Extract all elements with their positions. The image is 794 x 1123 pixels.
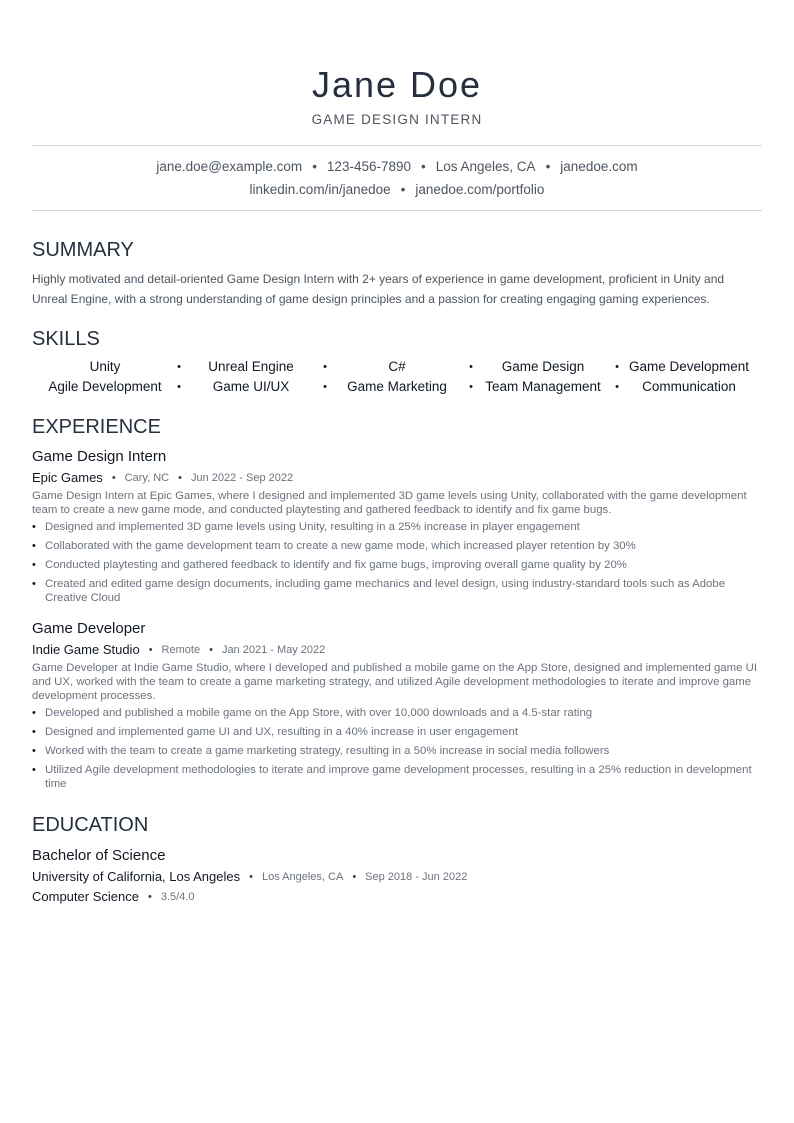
skill-item: Unity •: [32, 357, 178, 377]
skill-item: Team Management •: [470, 377, 616, 397]
meta-separator: •: [111, 472, 116, 484]
major-name: Computer Science: [32, 889, 139, 904]
meta-separator: •: [148, 644, 153, 656]
bullet-icon: •: [32, 521, 36, 533]
degree-title: Bachelor of Science: [32, 847, 166, 864]
company-name: Epic Games: [32, 470, 103, 485]
list-item: • Designed and implemented 3D game levels using Unity, resulting in a 25% increase in player engagement: [32, 521, 580, 533]
contact-line-2: [32, 178, 762, 201]
job-location: Remote: [161, 644, 201, 656]
job-bullets: [32, 706, 762, 791]
school-location: Los Angeles, CA: [261, 871, 344, 883]
bullet-icon: •: [32, 540, 36, 552]
education-dates: Sep 2018 - Jun 2022: [365, 871, 468, 883]
skill-separator-dot: •: [323, 361, 327, 373]
header-divider-bottom: [32, 210, 762, 211]
job-location: Cary, NC: [124, 472, 170, 484]
skill-item: Unreal Engine •: [178, 357, 324, 377]
contact-line-1: [32, 155, 762, 178]
job-bullets: [32, 520, 762, 605]
skill-item: Game Design •: [470, 357, 616, 377]
list-item: • Designed and implemented game UI and UX, resulting in a 40% increase in user engagement: [32, 726, 518, 738]
meta-separator: •: [147, 891, 152, 903]
list-item: • Collaborated with the game development team to create a new game mode, which increased player retention by 30%: [32, 540, 636, 552]
job-dates: Jan 2021 - May 2022: [221, 644, 326, 656]
skill-item: Game Marketing •: [324, 377, 470, 397]
education-entry: [32, 846, 762, 906]
skills-grid: [32, 357, 762, 397]
gpa-value: 3.5/4.0: [160, 891, 195, 903]
experience-entry: [32, 619, 762, 791]
candidate-name: Jane Doe: [311, 64, 483, 105]
job-meta: [32, 641, 762, 659]
list-item: • Developed and published a mobile game on the App Store, with over 10,000 downloads and a 4.5-star rating: [32, 707, 593, 719]
job-title: Game Design Intern: [32, 448, 167, 465]
skill-separator-dot: •: [615, 381, 619, 393]
job-meta: [32, 469, 762, 487]
meta-separator: •: [209, 644, 213, 656]
job-title: Game Developer: [32, 620, 146, 637]
company-name: Indie Game Studio: [32, 642, 140, 657]
list-item: • Created and edited game design documents, including game mechanics and level design, using industry-standard tools such as Adobe Creative Cloud: [32, 578, 726, 604]
contact-separator: •: [545, 159, 551, 174]
contact-separator: •: [312, 159, 317, 174]
job-dates: Jun 2022 - Sep 2022: [190, 472, 294, 484]
bullet-icon: •: [32, 726, 36, 738]
portfolio-link[interactable]: janedoe.com/portfolio: [415, 182, 545, 197]
skill-item: Game Development: [628, 359, 750, 374]
bullet-icon: •: [32, 707, 36, 719]
experience-entry: [32, 447, 762, 605]
website-link[interactable]: janedoe.com: [560, 159, 638, 174]
bullet-icon: •: [32, 745, 36, 757]
job-description: Game Design Intern at Epic Games, where I designed and implemented 3D game levels using Unity, collaborated with the game development team to create a new game mode, and conducted playtesting and gathered feedback to identify and fix game bugs.: [32, 490, 747, 516]
linkedin-link[interactable]: linkedin.com/in/janedoe: [249, 182, 391, 197]
list-item: • Conducted playtesting and gathered feedback to identify and fix game bugs, improving overall game quality by 20%: [32, 559, 627, 571]
contact-separator: •: [400, 182, 406, 197]
summary-heading: SUMMARY: [32, 239, 134, 261]
skill-separator-dot: •: [177, 381, 181, 393]
meta-separator: •: [352, 871, 357, 883]
location: Los Angeles, CA: [435, 159, 536, 174]
skill-separator-dot: •: [177, 361, 181, 373]
skill-separator-dot: •: [469, 381, 473, 393]
education-meta: [32, 868, 762, 886]
job-description: Game Developer at Indie Game Studio, where I developed and published a mobile game on the App Store, designed and implemented game UI and UX, worked with the team to create a game marketing strategy, and utilized Agile development methodologies to iterate and improve game development processes.: [32, 662, 758, 702]
skill-item: Communication: [642, 379, 736, 394]
meta-separator: •: [178, 472, 182, 484]
contact-separator: •: [421, 159, 426, 174]
skills-heading: SKILLS: [32, 328, 100, 350]
summary-text: Highly motivated and detail-oriented Game Design Intern with 2+ years of experience in game development, proficient in Unity and Unreal Engine, with a strong understanding of game design principles and a passion for creating engaging gaming experiences.: [32, 272, 725, 306]
bullet-icon: •: [32, 764, 36, 776]
phone-number[interactable]: 123-456-7890: [326, 159, 411, 174]
skill-separator-dot: •: [615, 361, 619, 373]
email-link[interactable]: jane.doe@example.com: [156, 159, 303, 174]
skill-item: Agile Development •: [32, 377, 178, 397]
school-name: University of California, Los Angeles: [32, 869, 241, 884]
list-item: • Worked with the team to create a game marketing strategy, resulting in a 50% increase in social media followers: [32, 745, 610, 757]
skill-separator-dot: •: [323, 381, 327, 393]
meta-separator: •: [249, 871, 253, 883]
bullet-icon: •: [32, 559, 36, 571]
major-meta: [32, 888, 762, 906]
skill-item: Game UI/UX •: [178, 377, 324, 397]
list-item: • Utilized Agile development methodologies to iterate and improve game development processes, resulting in a 25% reduction in development time: [32, 764, 752, 790]
skill-separator-dot: •: [469, 361, 473, 373]
candidate-role: GAME DESIGN INTERN: [311, 112, 483, 127]
bullet-icon: •: [32, 578, 36, 590]
contact-info: [32, 146, 762, 210]
experience-heading: EXPERIENCE: [32, 416, 161, 438]
education-heading: EDUCATION: [32, 814, 149, 836]
skill-item: C# •: [324, 357, 470, 377]
